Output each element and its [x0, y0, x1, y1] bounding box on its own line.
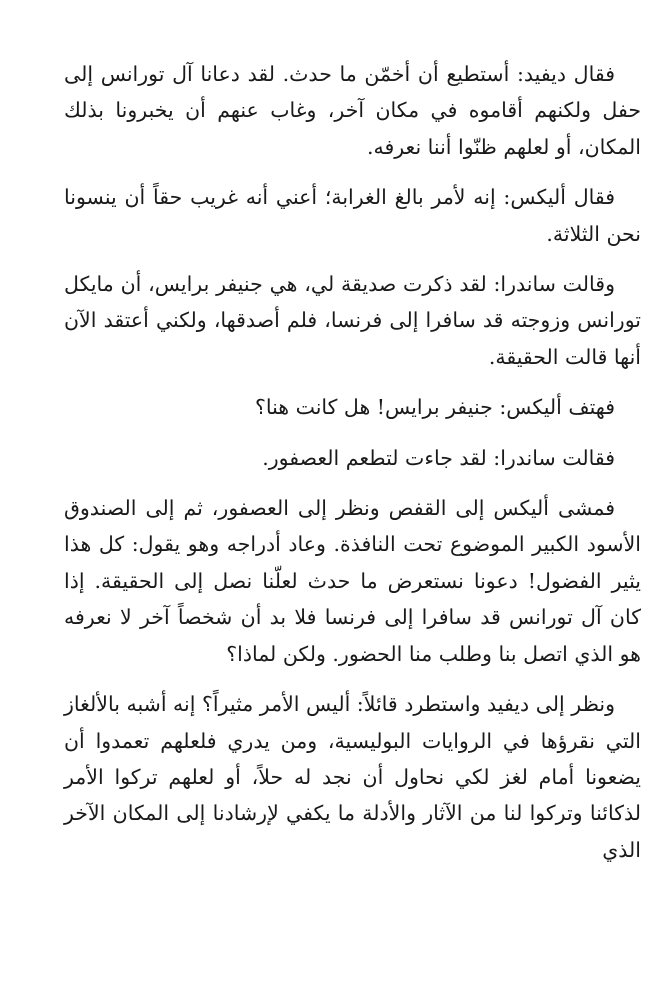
paragraph-alex-strange: فقال أليكس: إنه لأمر بالغ الغرابة؛ أعني أنه غريب حقاً أن ينسونا نحن الثلاثة. — [64, 185, 641, 246]
paragraph-sandra-bird: فقالت ساندرا: لقد جاءت لتطعم العصفور. — [262, 445, 615, 470]
paragraph-mystery: ونظر إلى ديفيد واستطرد قائلاً: أليس الأمر مثيراً؟ إنه أشبه بالألغاز التي نقرؤها في الروايات البوليسية، ومن يدري فلعلهم تعمدوا أن يضعونا أمام لغز لكي نحاول أن نجد له حلاً، أو لعلهم تركوا الأمر لذكائنا وتركوا لنا من الآثار والأدلة ما يكفي لإرشادنا إلى المكان الآخر الذي — [64, 692, 641, 862]
paragraph-sandra-friend: وقالت ساندرا: لقد ذكرت صديقة لي، هي جنيفر برايس، أن مايكل تورانس وزوجته قد سافرا إلى فرنسا، فلم أصدقها، ولكني أعتقد الآن أنها قالت الحقيقة. — [64, 272, 641, 369]
paragraph-alex-cage: فمشى أليكس إلى القفص ونظر إلى العصفور، ثم إلى الصندوق الأسود الكبير الموضوع تحت النافذة. وعاد أدراجه وهو يقول: كل هذا يثير الفضول! دعونا نستعرض ما حدث لعلّنا نصل إلى الحقيقة. إذا كان آل تورانس قد سافرا إلى فرنسا فلا بد أن شخصاً آخر لا نعرفه هو الذي اتصل بنا وطلب منا الحضور. ولكن لماذا؟ — [64, 496, 641, 666]
book-page — [64, 56, 641, 882]
paragraph-david-guess: فقال ديفيد: أستطيع أن أخمّن ما حدث. لقد دعانا آل تورانس إلى حفل ولكنهم أقاموه في مكان آخر، وغاب عنهم أن يخبرونا بذلك المكان، أو لعلهم ظنّوا أننا نعرفه. — [64, 62, 641, 159]
paragraph-alex-exclaim: فهتف أليكس: جنيفر برايس! هل كانت هنا؟ — [254, 395, 615, 420]
